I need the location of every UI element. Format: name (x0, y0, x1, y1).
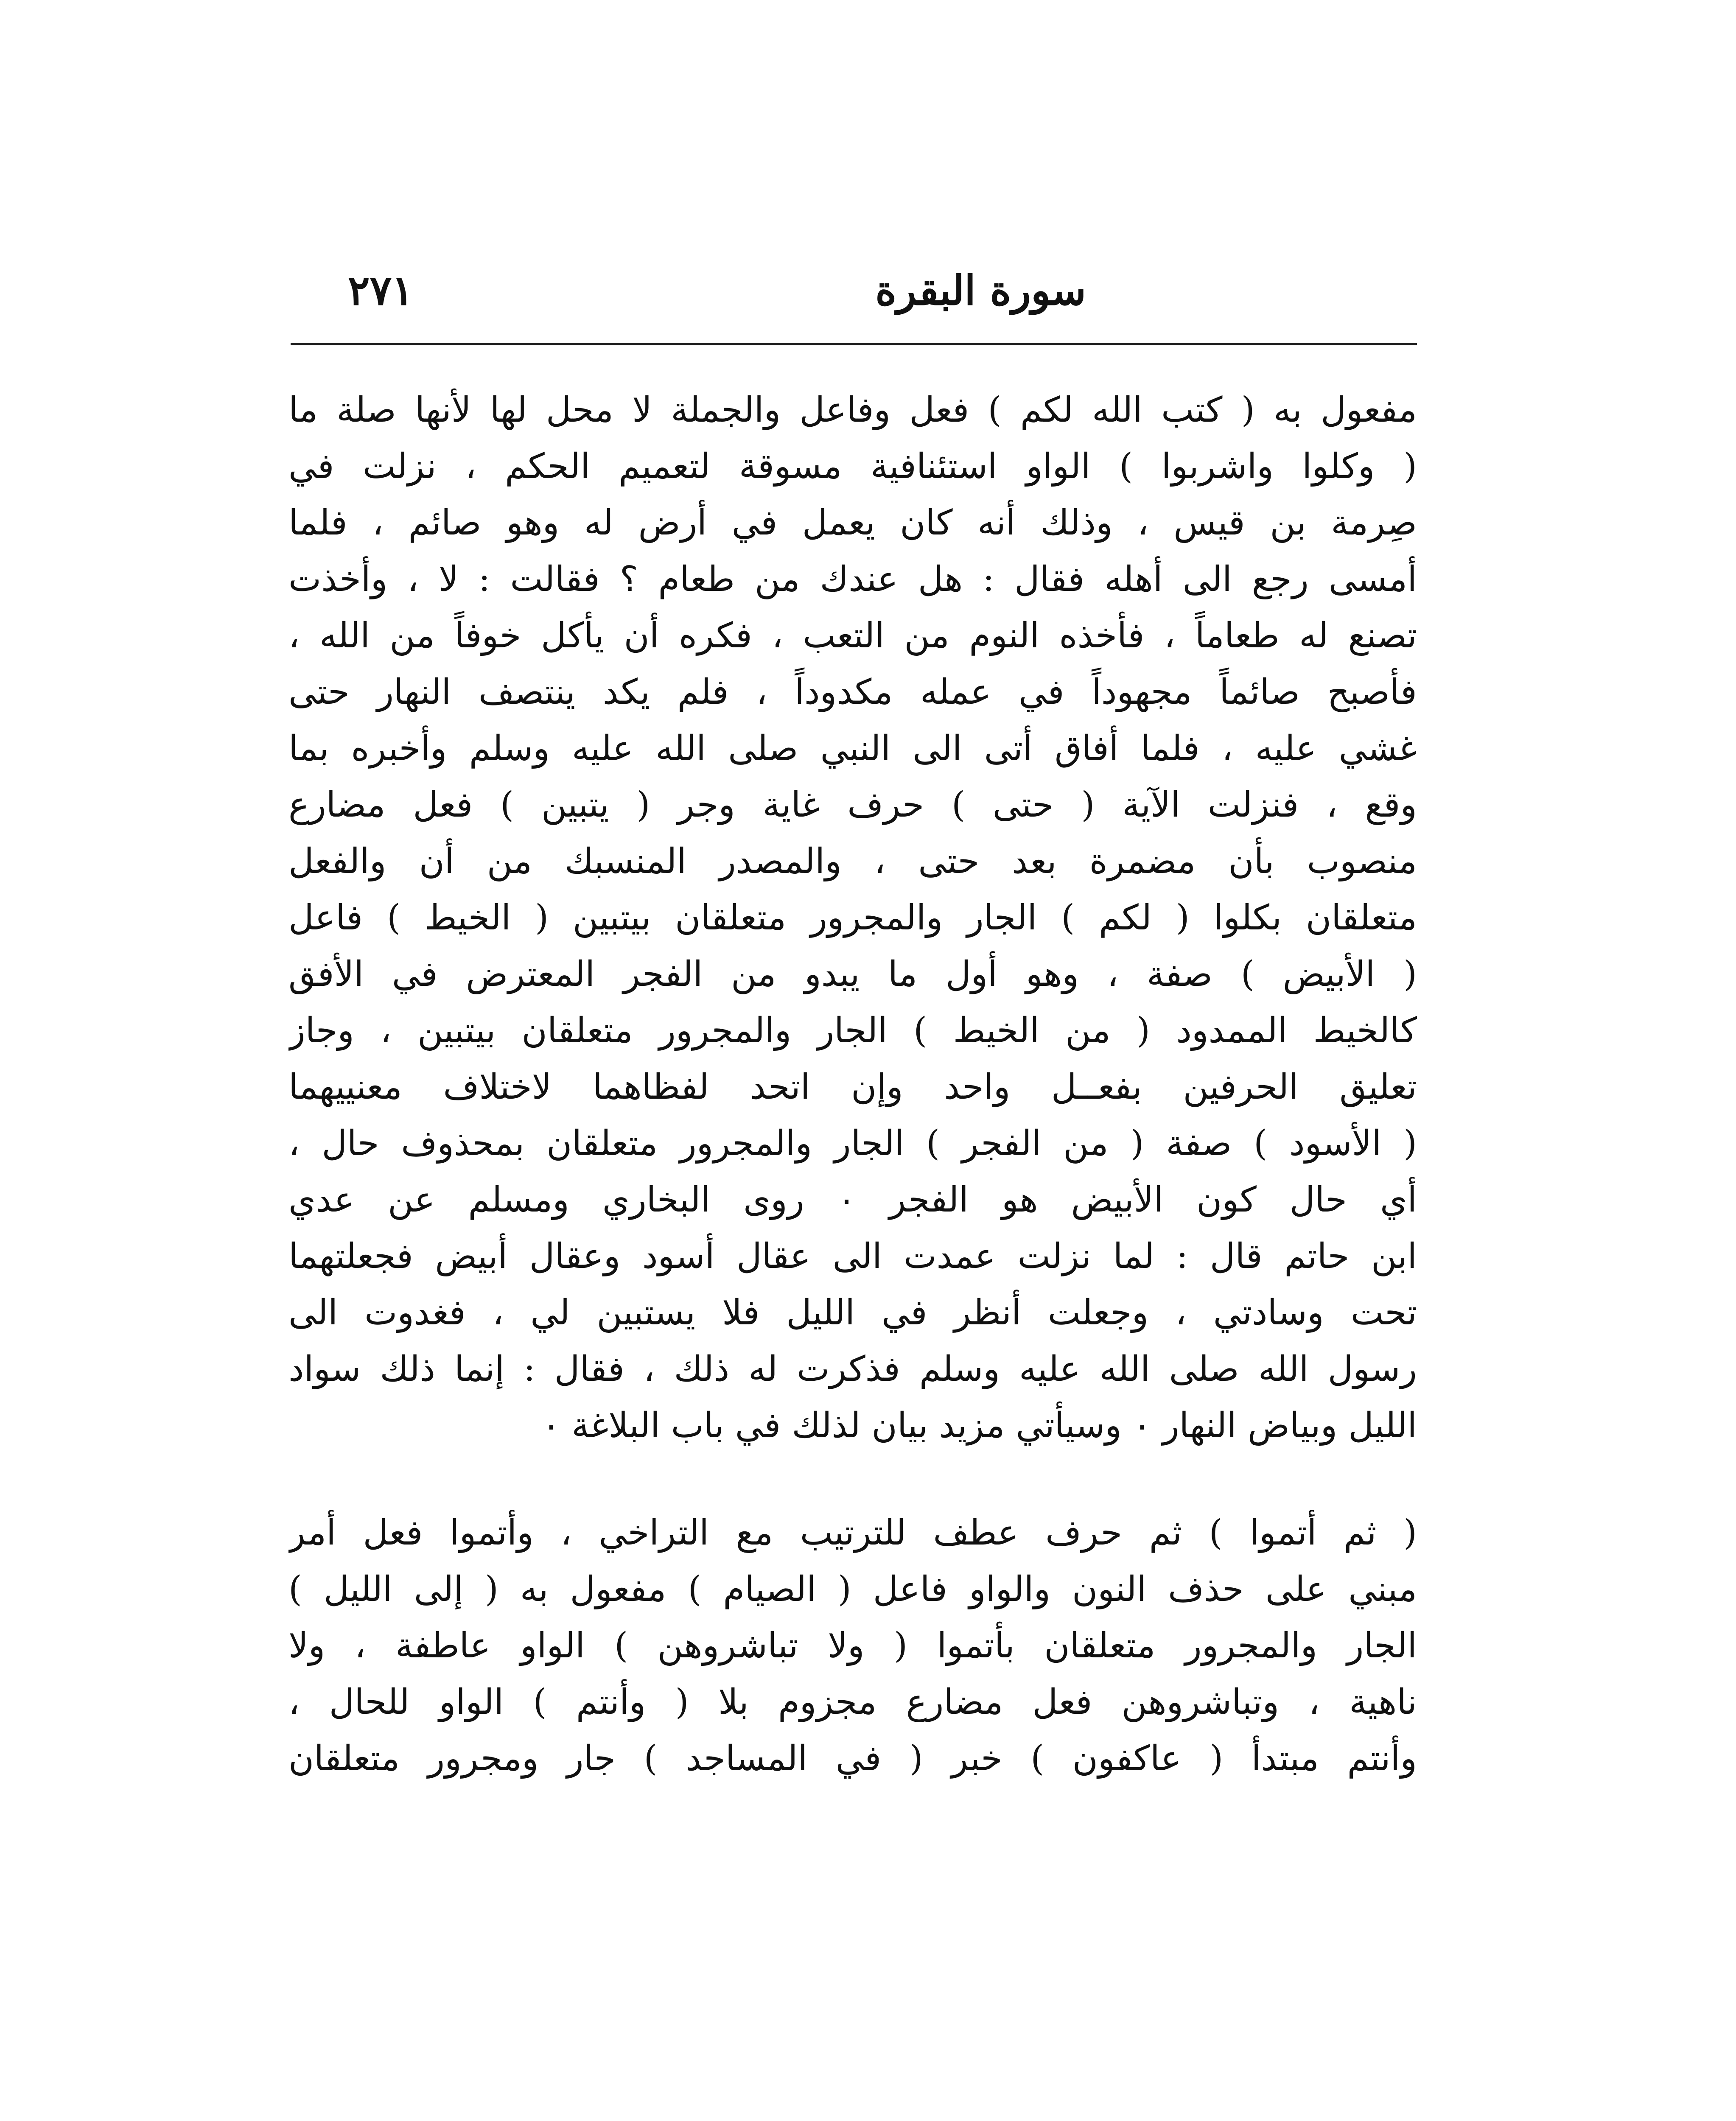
text-line: ( الأسود ) صفة ( من الفجر ) الجار والمجرور متعلقان بمحذوف حال ، (288, 1123, 1417, 1164)
text-line: متعلقان بكلوا ( لكم ) الجار والمجرور متعلقان بيتبين ( الخيط ) فاعل (288, 898, 1417, 938)
text-line: ناهية ، وتباشروهن فعل مضارع مجزوم بلا ( وأنتم ) الواو للحال ، (288, 1682, 1417, 1722)
surah-title: سورة البقرة (875, 266, 1086, 314)
text-line: تحت وسادتي ، وجعلت أنظر في الليل فلا يستبين لي ، فغدوت الى (288, 1293, 1417, 1333)
text-line: ( وكلوا واشربوا ) الواو استئنافية مسوقة لتعميم الحكم ، نزلت في (288, 446, 1417, 487)
text-line: كالخيط الممدود ( من الخيط ) الجار والمجرور متعلقان بيتبين ، وجاز (288, 1010, 1417, 1051)
body-text (288, 382, 1417, 1787)
text-line: مبني على حذف النون والواو فاعل ( الصيام ) مفعول به ( إلى الليل ) (288, 1569, 1417, 1609)
text-line: وقع ، فنزلت الآية ( حتى ) حرف غاية وجر ( يتبين ) فعل مضارع (288, 785, 1417, 825)
text-line: رسول الله صلى الله عليه وسلم فذكرت له ذلك ، فقال : إنما ذلك سواد (288, 1349, 1417, 1389)
text-line: فأصبح صائماً مجهوداً في عمله مكدوداً ، فلم يكد ينتصف النهار حتى (288, 672, 1417, 712)
text-line: صِرمة بن قيس ، وذلك أنه كان يعمل في أرض له وهو صائم ، فلما (288, 503, 1417, 543)
text-line: أي حال كون الأبيض هو الفجر ٠ روى البخاري ومسلم عن عدي (288, 1180, 1417, 1220)
text-line: تصنع له طعاماً ، فأخذه النوم من التعب ، فكره أن يأكل خوفاً من الله ، (288, 616, 1417, 656)
text-line: وأنتم مبتدأ ( عاكفون ) خبر ( في المساجد ) جار ومجرور متعلقان (288, 1738, 1417, 1779)
text-line: الجار والمجرور متعلقان بأتموا ( ولا تباشروهن ) الواو عاطفة ، ولا (288, 1626, 1417, 1666)
paragraph-1 (288, 382, 1417, 1454)
paragraph-2 (288, 1505, 1417, 1787)
page-number: ٢٧١ (348, 266, 414, 314)
text-line: مفعول به ( كتب الله لكم ) فعل وفاعل والجملة لا محل لها لأنها صلة ما (288, 390, 1417, 430)
text-line: غشي عليه ، فلما أفاق أتى الى النبي صلى الله عليه وسلم وأخبره بما (288, 728, 1417, 769)
paragraph-gap (288, 1454, 1417, 1505)
text-line: منصوب بأن مضمرة بعد حتى ، والمصدر المنسبك من أن والفعل (288, 841, 1417, 881)
header-divider (291, 343, 1417, 345)
text-line: أمسى رجع الى أهله فقال : هل عندك من طعام ؟ فقالت : لا ، وأخذت (288, 559, 1417, 599)
text-line: ( الأبيض ) صفة ، وهو أول ما يبدو من الفجر المعترض في الأفق (288, 954, 1417, 994)
text-line: الليل وبياض النهار ٠ وسيأتي مزيد بيان لذلك في باب البلاغة ٠ (542, 1405, 1417, 1446)
text-line: تعليق الحرفين بفعــل واحد وإن اتحد لفظاهما لاختلاف معنييهما (288, 1067, 1417, 1107)
text-line: ( ثم أتموا ) ثم حرف عطف للترتيب مع التراخي ، وأتموا فعل أمر (288, 1513, 1417, 1553)
page-header (288, 259, 1417, 327)
text-line: ابن حاتم قال : لما نزلت عمدت الى عقال أسود وعقال أبيض فجعلتهما (288, 1236, 1417, 1276)
